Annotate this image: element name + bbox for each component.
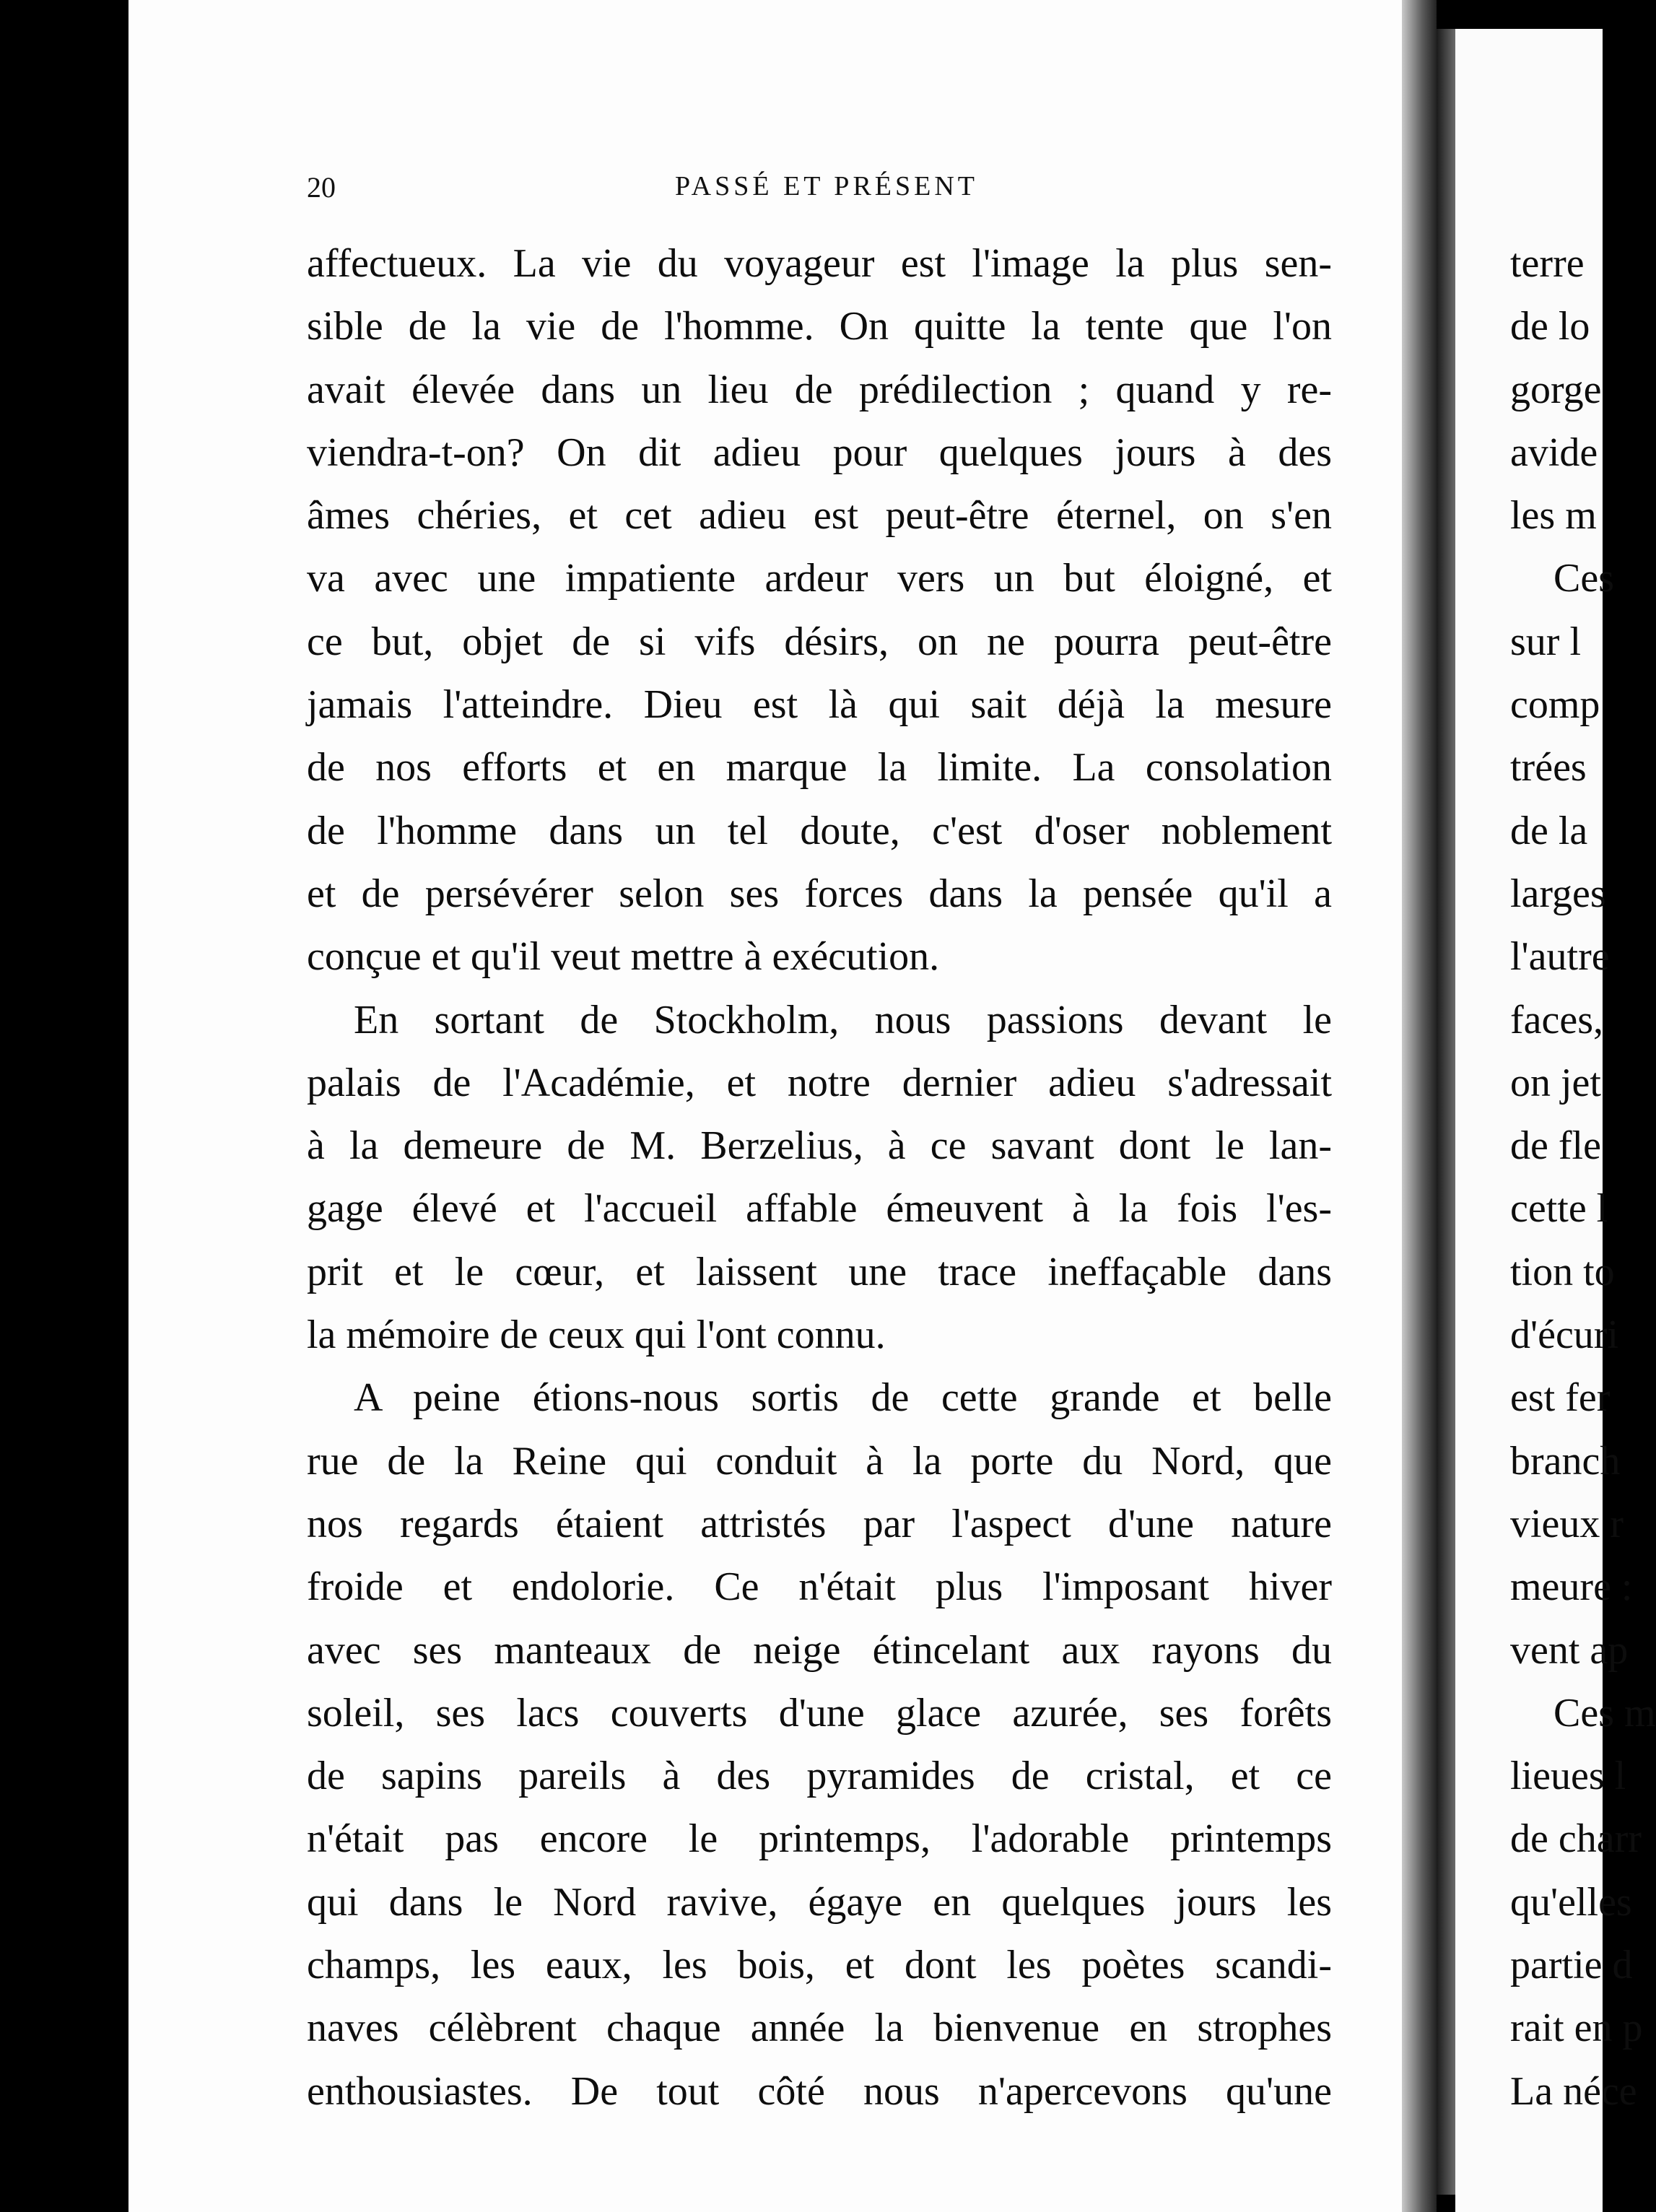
text-line: sible de la vie de l'homme. On quitte la tente que l'on [307,304,1332,349]
text-line: rue de la Reine qui conduit à la porte du Nord, que [307,1438,1332,1484]
running-head [307,170,1332,221]
text-line: avec ses manteaux de neige étincelant aux rayons du [307,1627,1332,1673]
text-line: à la demeure de M. Berzelius, à ce savant dont le lan- [307,1123,1332,1169]
text-line: de nos efforts et en marque la limite. La consolation [307,745,1332,791]
text-line: de lo [1510,304,1590,349]
text-line: et de persévérer selon ses forces dans la pensée qu'il a [307,871,1332,916]
text-line: larges [1510,871,1606,916]
text-line: les m [1510,493,1597,539]
text-line: La néce [1510,2068,1637,2114]
text-line: prit et le cœur, et laissent une trace ineffaçable dans [307,1249,1332,1294]
text-line: ce but, objet de si vifs désirs, on ne pourra peut-être [307,619,1332,664]
text-line: de la [1510,808,1588,853]
text-line: tion to [1510,1249,1615,1294]
text-line: palais de l'Académie, et notre dernier adieu s'adressait [307,1060,1332,1105]
text-line: gage élevé et l'accueil affable émeuvent à la fois l'es- [307,1186,1332,1232]
text-line: A peine étions-nous sortis de cette grande et belle [354,1375,1332,1421]
text-line: terre [1510,241,1585,286]
text-line: gorge [1510,367,1602,412]
text-line: affectueux. La vie du voyageur est l'image la plus sen- [307,241,1332,286]
text-line: vieux r [1510,1501,1624,1546]
text-line: de fle [1510,1123,1601,1169]
text-line: n'était pas encore le printemps, l'adorable printemps [307,1816,1332,1862]
page-number: 20 [307,171,336,204]
text-line: sur l [1510,619,1581,664]
text-line: partie d [1510,1943,1633,1988]
text-line: meure : [1510,1564,1633,1610]
text-line: on jet [1510,1060,1601,1105]
text-line: naves célèbrent chaque année la bienvenue en strophes [307,2006,1332,2051]
running-title: PASSÉ ET PRÉSENT [675,171,978,201]
text-line: faces, [1510,997,1604,1042]
text-line: rait en p [1510,2006,1643,2051]
text-line: âmes chéries, et cet adieu est peut-être éternel, on s'en [307,493,1332,539]
text-line: est fer [1510,1375,1611,1421]
text-line: va avec une impatiente ardeur vers un but éloigné, et [307,556,1332,601]
text-line: de sapins pareils à des pyramides de cristal, et ce [307,1754,1332,1799]
text-line: l'autre [1510,934,1610,980]
body-text [307,232,1332,2123]
text-line: qui dans le Nord ravive, égaye en quelques jours les [307,1879,1332,1925]
text-line: soleil, ses lacs couverts d'une glace azurée, ses forêts [307,1690,1332,1736]
text-line: avide [1510,430,1598,475]
text-line: Ces m [1553,1690,1656,1736]
page-edge-shadow [1402,0,1437,2212]
right-page [1455,29,1656,2212]
text-line: trées [1510,745,1587,791]
text-line: lieues l [1510,1754,1626,1799]
text-line: En sortant de Stockholm, nous passions devant le [354,997,1332,1042]
book-gutter [1437,29,1455,2195]
text-line: d'écuri [1510,1312,1619,1358]
right-page-text [1510,232,1655,2123]
text-line: viendra-t-on? On dit adieu pour quelques jours à des [307,430,1332,475]
text-line: nos regards étaient attristés par l'aspect d'une nature [307,1501,1332,1546]
text-line: enthousiastes. De tout côté nous n'apercevons qu'une [307,2068,1332,2114]
text-line: branch [1510,1438,1621,1484]
text-line: jamais l'atteindre. Dieu est là qui sait déjà la mesure [307,682,1332,728]
text-line: froide et endolorie. Ce n'était plus l'imposant hiver [307,1564,1332,1610]
text-line: comp [1510,682,1600,728]
text-line: la mémoire de ceux qui l'ont connu. [307,1312,886,1358]
text-line: qu'elles [1510,1879,1632,1925]
text-line: champs, les eaux, les bois, et dont les poètes scandi- [307,1943,1332,1988]
text-line: avait élevée dans un lieu de prédilection ; quand y re- [307,367,1332,412]
text-line: de charr [1510,1816,1642,1862]
text-line: cette l [1510,1186,1608,1232]
text-line: vent ap [1510,1627,1629,1673]
text-line: de l'homme dans un tel doute, c'est d'oser noblement [307,808,1332,853]
text-line: conçue et qu'il veut mettre à exécution. [307,934,940,980]
text-line: Ces [1553,556,1614,601]
